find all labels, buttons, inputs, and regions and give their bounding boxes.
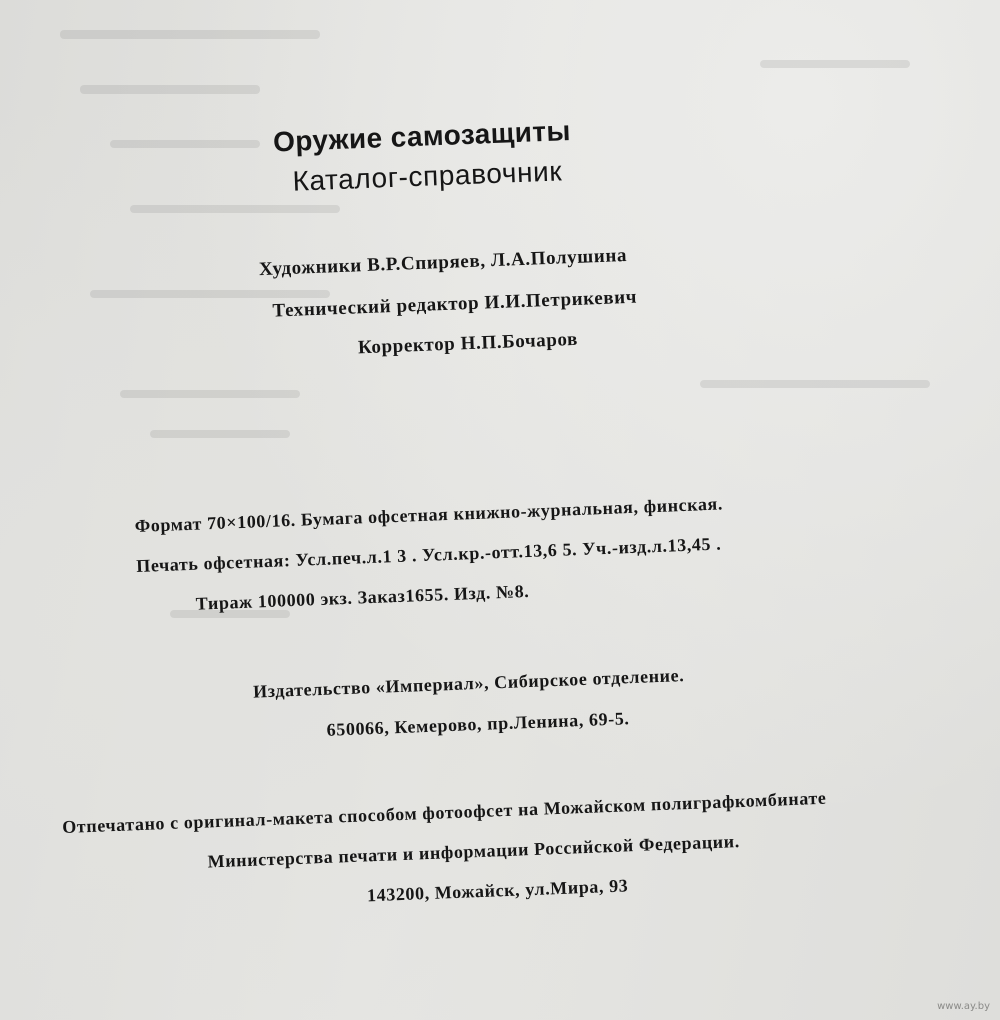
imprint-printing: Печать офсетная: Усл.печ.л.1 3 . Усл.кр.-отт.13,6 5. Уч.-изд.л.13,45 . [135,533,722,577]
book-subtitle: Каталог-справочник [292,155,563,197]
imprint-format: Формат 70×100/16. Бумага офсетная книжно-журнальная, финская. [134,493,724,537]
credit-artists: Художники В.Р.Спиряев, Л.А.Полушина [258,244,628,281]
watermark: www.ay.by [937,1001,990,1012]
printer-line-1: Отпечатано с оригинал-макета способом фотоофсет на Можайском полиграфкомбинате [61,787,827,838]
publisher-name: Издательство «Империал», Сибирское отделение. [252,665,685,702]
book-title: Оружие самозащиты [272,115,572,158]
publisher-address: 650066, Кемерово, пр.Ленина, 69-5. [326,708,630,740]
credit-tech-editor: Технический редактор И.И.Петрикевич [272,286,638,322]
credit-proofreader: Корректор Н.П.Бочаров [357,328,579,359]
printer-address: 143200, Можайск, ул.Мира, 93 [366,875,629,906]
imprint-run: Тираж 100000 экз. Заказ1655. Изд. №8. [195,580,530,614]
printer-line-2: Министерства печати и информации Российской Федерации. [207,831,741,872]
